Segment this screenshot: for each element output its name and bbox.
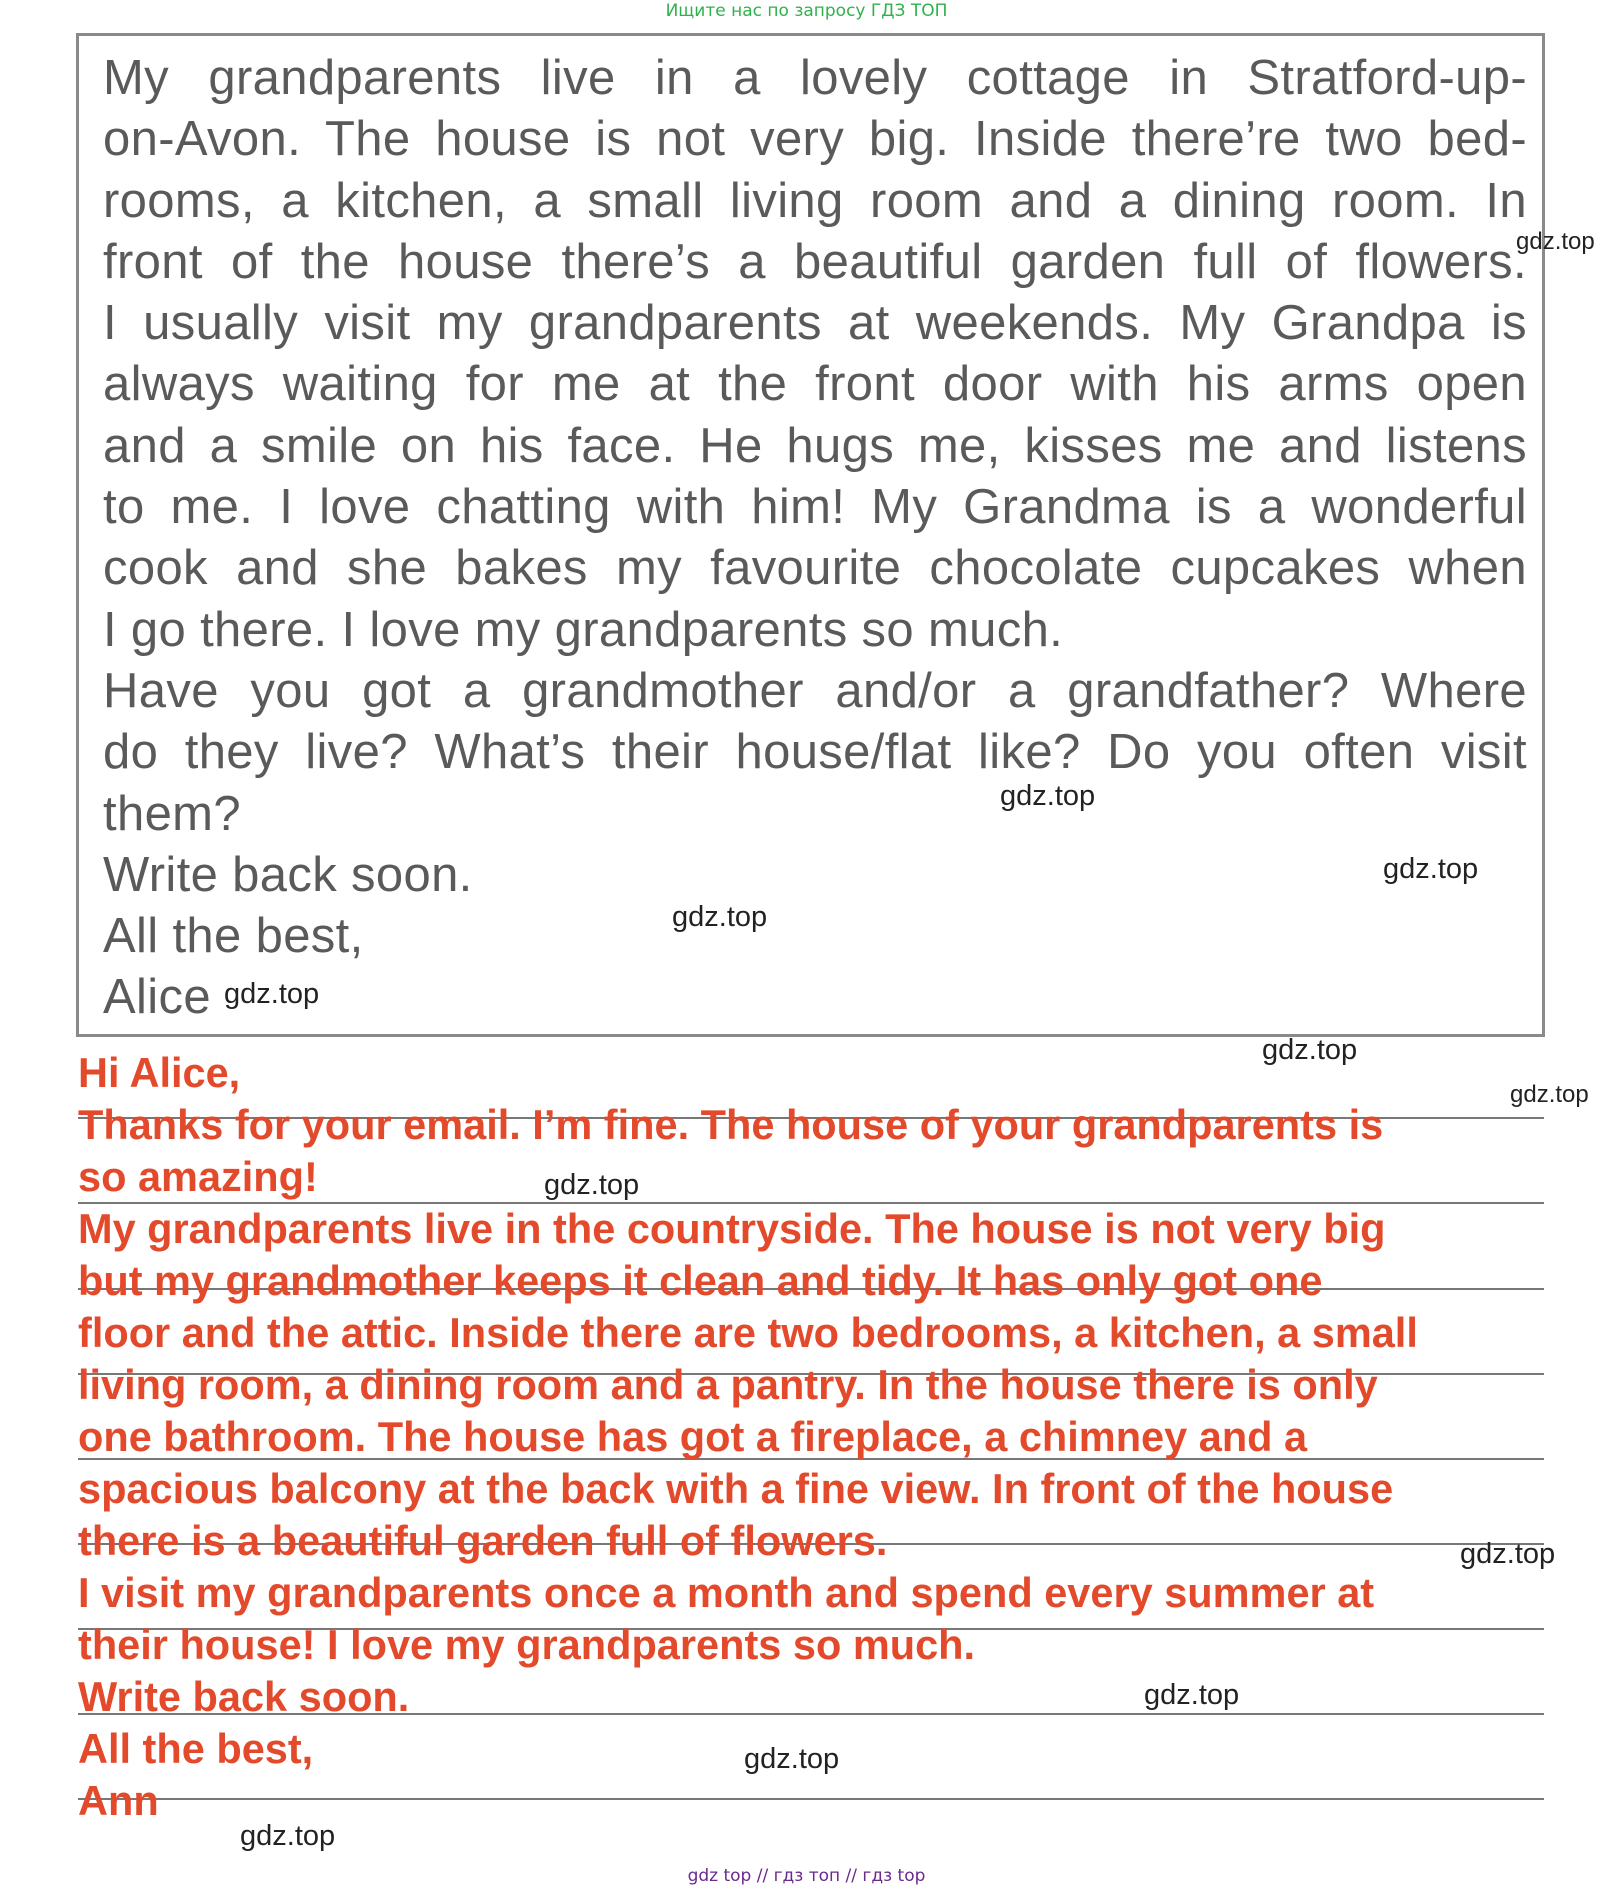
letter-line: front of the house there’s a beautiful garden full of flowers. bbox=[103, 234, 1527, 289]
answer-line: their house! I love my grandparents so much. bbox=[78, 1621, 976, 1668]
answer-line: there is a beautiful garden full of flowers. bbox=[78, 1517, 888, 1564]
letter-line: and a smile on his face. He hugs me, kisses me and listens bbox=[103, 418, 1527, 473]
letter-line: them? bbox=[103, 786, 241, 841]
letter-line: I go there. I love my grandparents so much. bbox=[103, 602, 1064, 657]
watermark: gdz.top bbox=[1460, 1538, 1556, 1570]
letter-line: I usually visit my grandparents at weekends. My Grandpa is bbox=[103, 296, 1527, 351]
watermark: gdz.top bbox=[240, 1820, 336, 1852]
watermark: gdz.top bbox=[1000, 780, 1096, 812]
answer-line: spacious balcony at the back with a fine view. In front of the house bbox=[78, 1465, 1394, 1512]
letter-line: cook and she bakes my favourite chocolate cupcakes when bbox=[103, 541, 1527, 596]
answer-line: so amazing! bbox=[78, 1153, 318, 1200]
letter-line: do they live? What’s their house/flat like? Do you often visit bbox=[103, 725, 1527, 780]
watermark: gdz.top bbox=[1516, 228, 1595, 255]
letter-line: Have you got a grandmother and/or a grandfather? Where bbox=[103, 663, 1527, 718]
answer-signature: Ann bbox=[78, 1777, 159, 1824]
letter-sign-off: All the best, bbox=[103, 909, 364, 964]
original-letter-box bbox=[76, 33, 1545, 1037]
letter-line: rooms, a kitchen, a small living room and a dining room. In bbox=[103, 173, 1527, 228]
watermark: gdz.top bbox=[1510, 1081, 1589, 1108]
answer-greeting: Hi Alice, bbox=[78, 1049, 241, 1096]
answer-letter bbox=[78, 1047, 1608, 1827]
watermark: gdz.top bbox=[744, 1743, 840, 1775]
answer-line: floor and the attic. Inside there are two bedrooms, a kitchen, a small bbox=[78, 1309, 1418, 1356]
original-letter-text bbox=[103, 48, 1527, 1029]
letter-signature: Alice bbox=[103, 970, 211, 1025]
watermark: gdz.top bbox=[224, 978, 320, 1010]
answer-line: one bathroom. The house has got a fireplace, a chimney and a bbox=[78, 1413, 1308, 1460]
answer-closing: Write back soon. bbox=[78, 1673, 410, 1720]
watermark: gdz.top bbox=[544, 1169, 640, 1201]
answer-line: I visit my grandparents once a month and spend every summer at bbox=[78, 1569, 1375, 1616]
answer-line: Thanks for your email. I’m fine. The house of your grandparents is bbox=[78, 1101, 1384, 1148]
answer-sign-off: All the best, bbox=[78, 1725, 314, 1772]
letter-line: always waiting for me at the front door with his arms open bbox=[103, 357, 1527, 412]
watermark: gdz.top bbox=[1383, 853, 1479, 885]
bottom-footer: gdz top // гдз топ // гдз top bbox=[687, 1866, 926, 1886]
watermark: gdz.top bbox=[672, 901, 768, 933]
answer-line: living room, a dining room and a pantry. In the house there is only bbox=[78, 1361, 1378, 1408]
letter-line: on-Avon. The house is not very big. Inside there’re two bed- bbox=[103, 112, 1527, 167]
watermark: gdz.top bbox=[1144, 1679, 1240, 1711]
answer-line: but my grandmother keeps it clean and tidy. It has only got one bbox=[78, 1257, 1323, 1304]
watermark: gdz.top bbox=[1262, 1034, 1358, 1066]
top-banner: Ищите нас по запросу ГДЗ ТОП bbox=[665, 1, 948, 21]
letter-line: to me. I love chatting with him! My Grandma is a wonderful bbox=[103, 480, 1527, 535]
answer-line: My grandparents live in the countryside. The house is not very big bbox=[78, 1205, 1386, 1252]
letter-closing: Write back soon. bbox=[103, 847, 473, 902]
letter-line: My grandparents live in a lovely cottage in Stratford-up- bbox=[103, 51, 1527, 105]
